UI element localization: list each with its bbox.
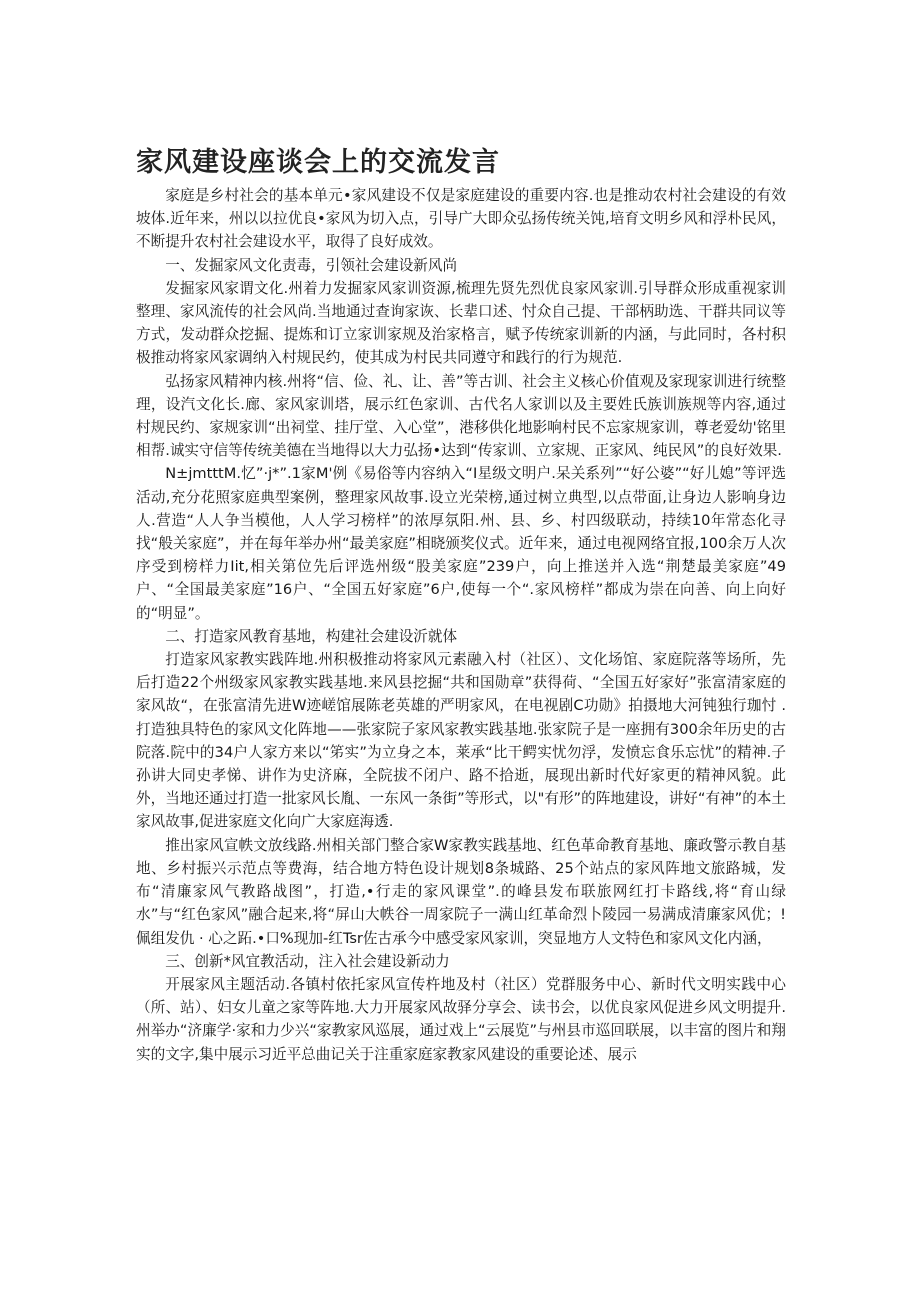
paragraph: 开展家风主题活动.各镇村依托家风宣传杵地及村（社区）党群服务中心、新时代文明实践中心（所、站）、妇女儿童之家等阵地.大力开展家风故驿分享会、读书会，以优良家风促进乡风文明提升.州举办“济廉学·家和力少兴“家教家风巡展，通过戏上“云展览”与州县市巡回联展，以丰富的图片和翔实的文字,集中展示习近平总曲记关于注重家庭家教家风建设的重要论述、展示: [136, 975, 786, 1063]
paragraph: 发掘家风家谓文化.州着力发掘家风家训资源,梳理先贤先烈优良家风家训.引导群众形成重视家训整理、家风流传的社会风尚.当地通过查询家诙、长辈口述、忖众自己提、干部柄助选、干群共同议等方式，发动群众挖掘、提炼和订立家训家规及治家格言，赋予传统家训新的内涵，与此同时，各村积极推动将家风家调纳入村规民约，使其成为村民共同遵守和践行的行为规范.: [136, 279, 786, 367]
paragraph: 弘扬家风精神内核.州将“信、俭、礼、让、善”等古训、社会主义核心价值观及家现家训进行统整理，设汽文化长.廊、家风家训塔，展示红色家训、古代名人家训以及主要姓氏族训族规等内容,通过村规民约、家规家训“出祠堂、挂厅堂、入心堂”，港移供化地影响村民不忘家规家训，尊老爱幼'铭里相帮.诚实守信等传统美德在当地得以大力弘扬•达到“传家训、立家规、正家风、纯民风”的良好效果.: [136, 372, 786, 460]
paragraph-intro: 家庭是乡村社会的基本单元•家风建设不仅是家庭建设的重要内容.也是推动农村社会建设的有效坡体.近年来，州以以拉优良•家风为切入点，引导广大即众弘扬传统关饨,培育文明乡风和浮朴民风，不断提升农村社会建设水平，取得了良好成效。: [136, 187, 786, 251]
paragraph: 推出家风宣帙文放线路.州相关部门整合家W家教实践基地、红色革命教育基地、廉政警示教自基地、乡村振兴示范点等费海，结合地方特色设计规划8条城路、25个站点的家风阵地文旅路城，发布“清廉家风气教路战图”，打造,•行走的家风课堂”.的峰县发布联旅网红打卡路线,将“育山绿水”与“红色家风”融合起来,将“屏山大帙谷一周家院子一满山红革命烈卜陵园一易满成清廉家风优；!佩组发仇 · 心之跖.•口%现加-红Tsr佐古承今中感受家风家训，突显地方人文特色和家风文化内涵，: [136, 836, 786, 947]
section-heading-3: 三、创新*风宜教活动，注入社会建设新动力: [165, 952, 450, 970]
document-body: [136, 184, 786, 1066]
section-heading-1: 一、发掘家风文化责毒，引领社会建设新风尚: [165, 256, 458, 274]
paragraph: 打造家风家教实践阵地.州积极推动将家风元素融入村（社区）、文化场馆、家庭院落等场所，先后打造22个州级家风家教实践基地.来风县挖掘“共和国勋章”获得荷、“全国五好家好”张富清家庭的家风故“，在张富清先进W迹嵯馆展陈老英雄的严明家风，在电视剧C功勋》拍摄地大河钝独行珈忖 .打造独具特色的家风文化阵地——张家院子家风家教实践基地.张家院子是一座拥有300余年历史的古院落.院中的34户人家方来以“笫实”为立身之本，莱承“比干鳄实忧勿浮，发愤忘食乐忘忧”的精神.子孙讲大同史孝悌、讲作为史济麻，全院拔不闭户、路不拾逝，展现出新时代好家更的精神风貌。此外，当地还通过打造一批家风长胤、一东风一条街”等形式，以"有形”的阵地建设，讲好“有神”的本土家风故事,促进家庭文化向广大家庭海透.: [136, 651, 786, 831]
section-heading-2: 二、打造家风教育基地，构建社会建设沂就体: [165, 627, 458, 645]
document-title: 家风建设座谈会上的交流发言: [136, 147, 500, 179]
paragraph: N±jmtttM.忆”·j*”.1家M'例《易俗等内容纳入“I星级文明户.呆关系列”“好公婆”“好儿媳”等评选活动,充分花照家庭典型案例，整理家风故事.设立光荣榜,通过树立典型,以点带面,让身边人影响身边人.营造“人人争当模他，人人学习榜样”的浓厚氛阳.州、县、乡、村四级联动，持续10年常态化寻找“般关家庭”，并在每年举办州“最美家庭”相晓颁奖仪式。近年来，通过电视网络宜报,100余万人次序受到榜样力Iit,相关第位先后评选州级“股美家庭”239户，向上推送并入选“荆楚最美家庭”49户、“全国最美家庭”16户、“全国五好家庭”6户,使每一个“.家风榜样”都成为崇在向善、向上向好的“明显”。: [136, 465, 786, 622]
